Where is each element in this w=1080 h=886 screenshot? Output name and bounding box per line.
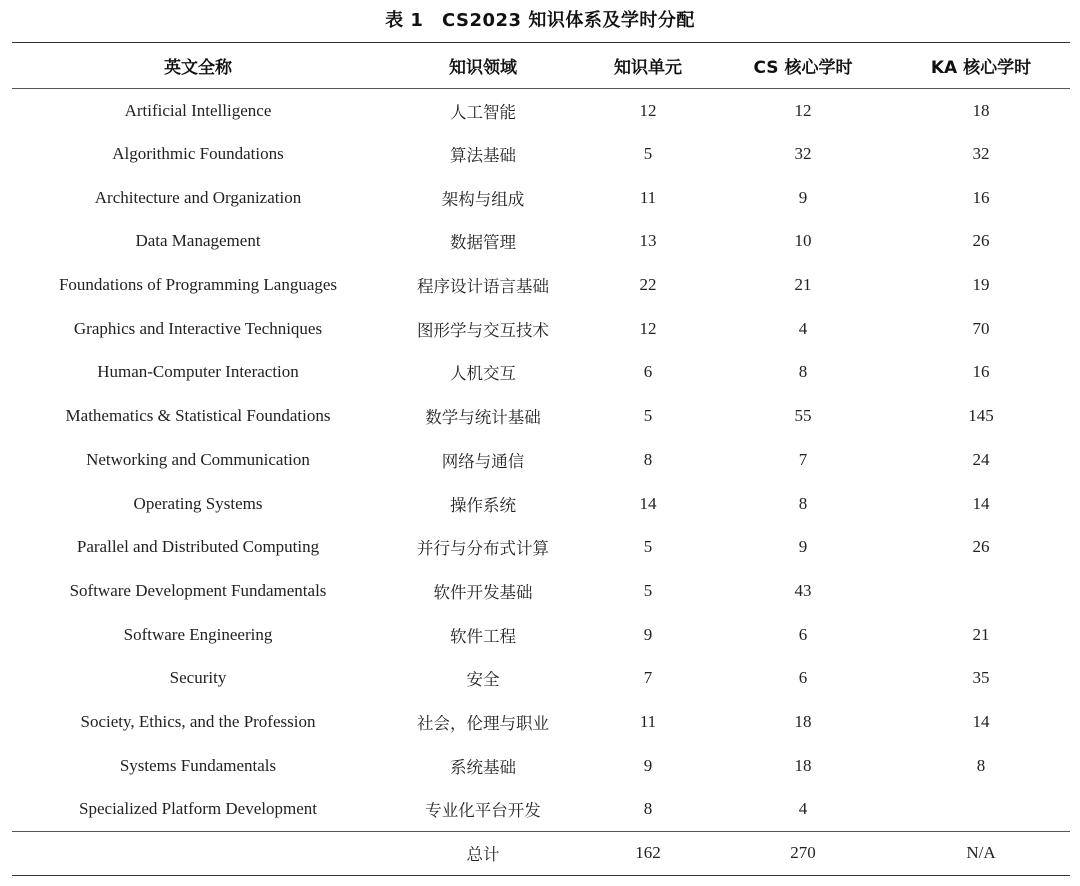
table-row [12, 394, 1070, 438]
header-knowledge-area: 知识领域 [384, 43, 582, 89]
cell-knowledge-units: 13 [639, 231, 657, 251]
cell-knowledge-area: 软件开发基础 [433, 582, 533, 602]
cell-knowledge-area: 图形学与交互技术 [417, 320, 549, 340]
cell-cs-core-hours: 8 [798, 493, 808, 513]
table-row [12, 132, 1070, 176]
cell-english-name: Software Development Fundamentals [69, 580, 327, 600]
cell-knowledge-units: 6 [643, 362, 653, 382]
cell-ka-core-hours: 18 [972, 100, 990, 120]
cell-english-name: Parallel and Distributed Computing [76, 537, 320, 557]
table-row [12, 788, 1070, 832]
table-total-row [12, 831, 1070, 875]
cell-knowledge-area: 架构与组成 [441, 189, 525, 209]
table-row [12, 482, 1070, 526]
cell-english-name: Society, Ethics, and the Profession [80, 711, 316, 731]
cell-knowledge-units: 9 [643, 624, 653, 644]
table-caption: 表 1 CS2023 知识体系及学时分配 [385, 10, 695, 31]
cell-ka-core-hours: 26 [972, 231, 990, 251]
header-knowledge-units: 知识单元 [582, 43, 714, 89]
total-english-cell [12, 831, 384, 875]
cell-cs-core-hours: 4 [798, 318, 808, 338]
table-row [12, 613, 1070, 657]
cell-knowledge-units: 11 [639, 711, 657, 731]
cell-cs-core-hours: 32 [794, 144, 812, 164]
cell-cs-core-hours: 21 [794, 275, 812, 295]
cell-english-name: Graphics and Interactive Techniques [73, 318, 323, 338]
cell-cs-core-hours: 18 [794, 711, 812, 731]
cell-ka-core-hours: 19 [972, 275, 990, 295]
cell-ka-core-hours: 24 [972, 449, 990, 469]
cell-ka-core-hours: 35 [972, 668, 990, 688]
cell-knowledge-units: 5 [643, 406, 653, 426]
cell-cs-core-hours: 7 [798, 449, 808, 469]
cell-ka-core-hours [892, 788, 1070, 832]
cell-knowledge-area: 数据管理 [450, 233, 516, 253]
cell-cs-core-hours: 9 [798, 187, 808, 207]
cell-english-name: Specialized Platform Development [79, 799, 317, 819]
cell-knowledge-area: 社会，伦理与职业 [417, 713, 549, 733]
header-ka-core-hours: KA 核心学时 [892, 43, 1070, 89]
total-cs-core-hours: 270 [714, 831, 892, 875]
cell-cs-core-hours: 9 [798, 537, 808, 557]
cell-cs-core-hours: 4 [798, 799, 808, 819]
cell-knowledge-units: 8 [643, 449, 653, 469]
table-row [12, 744, 1070, 788]
cell-ka-core-hours: 32 [972, 144, 990, 164]
table-row [12, 89, 1070, 133]
cell-knowledge-area: 并行与分布式计算 [417, 539, 549, 559]
table-row [12, 438, 1070, 482]
table-body [12, 89, 1070, 832]
cell-english-name: Data Management [135, 231, 261, 251]
cell-ka-core-hours: 145 [968, 406, 994, 426]
cell-knowledge-area: 安全 [466, 670, 500, 690]
cell-ka-core-hours: 8 [976, 755, 986, 775]
cell-english-name: Artificial Intelligence [124, 100, 272, 120]
cell-knowledge-area: 操作系统 [450, 495, 516, 515]
header-english-name: 英文全称 [12, 43, 384, 89]
cell-knowledge-area: 网络与通信 [441, 451, 525, 471]
cell-ka-core-hours: 21 [972, 624, 990, 644]
cell-knowledge-units: 9 [643, 755, 653, 775]
table-row [12, 700, 1070, 744]
cell-knowledge-area: 软件工程 [450, 626, 516, 646]
cell-cs-core-hours: 6 [798, 668, 808, 688]
cell-ka-core-hours: 14 [972, 493, 990, 513]
table-row [12, 263, 1070, 307]
cell-knowledge-units: 7 [643, 668, 653, 688]
header-cs-core-hours: CS 核心学时 [714, 43, 892, 89]
cell-english-name: Operating Systems [133, 493, 263, 513]
cell-knowledge-units: 11 [639, 187, 657, 207]
cell-cs-core-hours: 12 [794, 100, 812, 120]
table-row [12, 307, 1070, 351]
cell-knowledge-units: 14 [639, 493, 657, 513]
cell-cs-core-hours: 55 [794, 406, 812, 426]
cell-knowledge-units: 12 [639, 100, 657, 120]
cell-knowledge-units: 5 [643, 144, 653, 164]
cell-ka-core-hours: 70 [972, 318, 990, 338]
cell-knowledge-area: 数学与统计基础 [425, 408, 541, 428]
cell-cs-core-hours: 43 [794, 580, 812, 600]
cell-knowledge-area: 算法基础 [450, 146, 516, 166]
cell-cs-core-hours: 18 [794, 755, 812, 775]
cell-english-name: Human-Computer Interaction [97, 362, 299, 382]
cell-cs-core-hours: 10 [794, 231, 812, 251]
table-header-row [12, 43, 1070, 89]
cell-knowledge-units: 8 [643, 799, 653, 819]
cell-english-name: Software Engineering [123, 624, 273, 644]
table-row [12, 656, 1070, 700]
cell-english-name: Networking and Communication [86, 449, 310, 469]
cell-knowledge-units: 5 [643, 537, 653, 557]
cell-ka-core-hours: 14 [972, 711, 990, 731]
cell-ka-core-hours [892, 569, 1070, 613]
cell-english-name: Security [169, 668, 227, 688]
table-row [12, 351, 1070, 395]
cell-knowledge-units: 12 [639, 318, 657, 338]
cell-english-name: Systems Fundamentals [119, 755, 277, 775]
cell-ka-core-hours: 16 [972, 187, 990, 207]
table-row [12, 569, 1070, 613]
cell-knowledge-area: 专业化平台开发 [425, 801, 541, 821]
cell-knowledge-area: 系统基础 [450, 757, 516, 777]
cell-knowledge-area: 人工智能 [450, 102, 516, 122]
cell-knowledge-units: 22 [639, 275, 657, 295]
cell-ka-core-hours: 26 [972, 537, 990, 557]
cell-cs-core-hours: 8 [798, 362, 808, 382]
cell-english-name: Algorithmic Foundations [112, 144, 284, 164]
cell-english-name: Foundations of Programming Languages [58, 275, 338, 295]
total-label: 总计 [384, 831, 582, 875]
knowledge-area-table [12, 42, 1070, 876]
cell-knowledge-area: 程序设计语言基础 [417, 277, 549, 297]
table-row [12, 525, 1070, 569]
table-row [12, 220, 1070, 264]
cell-ka-core-hours: 16 [972, 362, 990, 382]
cell-english-name: Mathematics & Statistical Foundations [65, 406, 331, 426]
cell-cs-core-hours: 6 [798, 624, 808, 644]
total-knowledge-units: 162 [582, 831, 714, 875]
table-row [12, 176, 1070, 220]
total-ka-core-hours: N/A [892, 831, 1070, 875]
cell-knowledge-area: 人机交互 [450, 364, 516, 384]
cell-english-name: Architecture and Organization [94, 187, 302, 207]
cell-knowledge-units: 5 [643, 580, 653, 600]
